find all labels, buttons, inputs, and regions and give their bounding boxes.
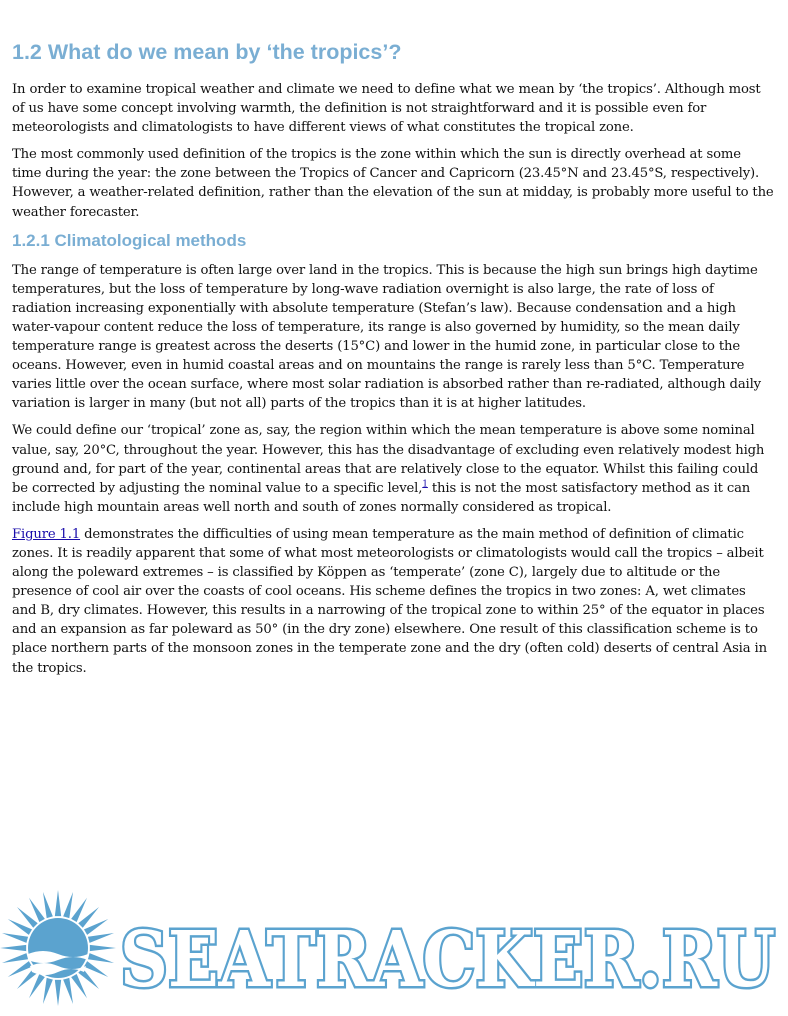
figure-paragraph (12, 525, 774, 678)
sun-ray (63, 978, 73, 1004)
watermark-text: SEATRACKER.RU (120, 915, 775, 1005)
section-heading: 1.2 What do we mean by ‘the tropics’? (12, 40, 402, 64)
sun-icon (0, 890, 116, 1006)
sun-ray (88, 933, 114, 943)
tropical-zone-paragraph (12, 421, 774, 516)
paragraph-text: We could define our ‘tropical’ zone as, say, the region within which the mean temperature is above some nominal value, say, 20°C, throughout the year. However, this has the disadvantage of excluding even relatively modest high ground and, for part of the year, continental areas that are relatively close to the equator. Whilst this failing could be corrected by adjusting the nominal value to a specific level, (12, 423, 765, 496)
footnote-link[interactable]: 1 (422, 479, 428, 490)
sun-ray (55, 980, 61, 1006)
figure-link[interactable]: Figure 1.1 (12, 526, 81, 542)
temperature-range-paragraph: The range of temperature is often large over land in the tropics. This is because the high sun brings high daytime temperatures, but the loss of temperature by long-wave radiation overnight is also large, the rate of loss of radiation increasing exponentially with absolute temperature (Stefan’s law). Because condensation and a high water-vapour content reduce the loss of temperature, its range is also governed by humidity, so the mean daily temperature range is greatest across the deserts (15°C) and lower in the humid zone, in particular close to the oceans. However, even in humid coastal areas and on mountains the range is rarely less than 5°C. Temperature varies little over the ocean surface, where most solar radiation is absorbed rather than re-radiated, although daily variation is larger in many (but not all) parts of the tropics than it is at higher latitudes. (12, 262, 761, 412)
sun-ray (0, 945, 26, 951)
paragraph-text: this is not the most satisfactory method as it can include high mountain areas well north and south of zones normally considered as tropical. (12, 480, 751, 515)
sun-ray (55, 890, 61, 916)
intro-paragraph: In order to examine tropical weather and climate we need to define what we mean by ‘the tropics’. Although most of us have some concept involving warmth, the definition is not straightforward and it is possible even for meteorologists and climatologists to have different views of what constitutes the tropical zone. (12, 82, 761, 136)
sun-ray (43, 978, 53, 1004)
watermark-logo (0, 890, 788, 1016)
watermark-text-fill: SEATRACKER.RU (120, 915, 775, 1005)
sun-ray (2, 933, 28, 943)
subsection-heading: 1.2.1 Climatological methods (12, 230, 247, 250)
sun-ray (88, 953, 114, 963)
definition-paragraph: The most commonly used definition of the tropics is the zone within which the sun is directly overhead at some time during the year: the zone between the Tropics of Cancer and Capricorn (23.45°N and 23.45°S, respectively). However, a weather-related definition, rather than the elevation of the sun at midday, is probably more useful to the weather forecaster. (12, 147, 774, 220)
paragraph-text: demonstrates the difficulties of using mean temperature as the main method of definition of climatic zones. It is readily apparent that some of what most meteorologists or climatologists would call the tropics – albeit along the poleward extremes – is classified by Köppen as ‘temperate’ (zone C), largely due to altitude or the presence of cool air over the coasts of cool oceans. His scheme defines the tropics in two zones: A, wet climates and B, dry climates. However, this results in a narrowing of the tropical zone to within 25° of the equator in places and an expansion as far poleward as 50° (in the dry zone) elsewhere. One result of this classification scheme is to place northern parts of the monsoon zones in the temperate zone and the dry (often cold) deserts of central Asia in the tropics. (12, 526, 767, 676)
sun-ray (90, 945, 116, 951)
sun-ray (63, 892, 73, 918)
sun-ray (2, 953, 28, 963)
sun-ray (43, 892, 53, 918)
